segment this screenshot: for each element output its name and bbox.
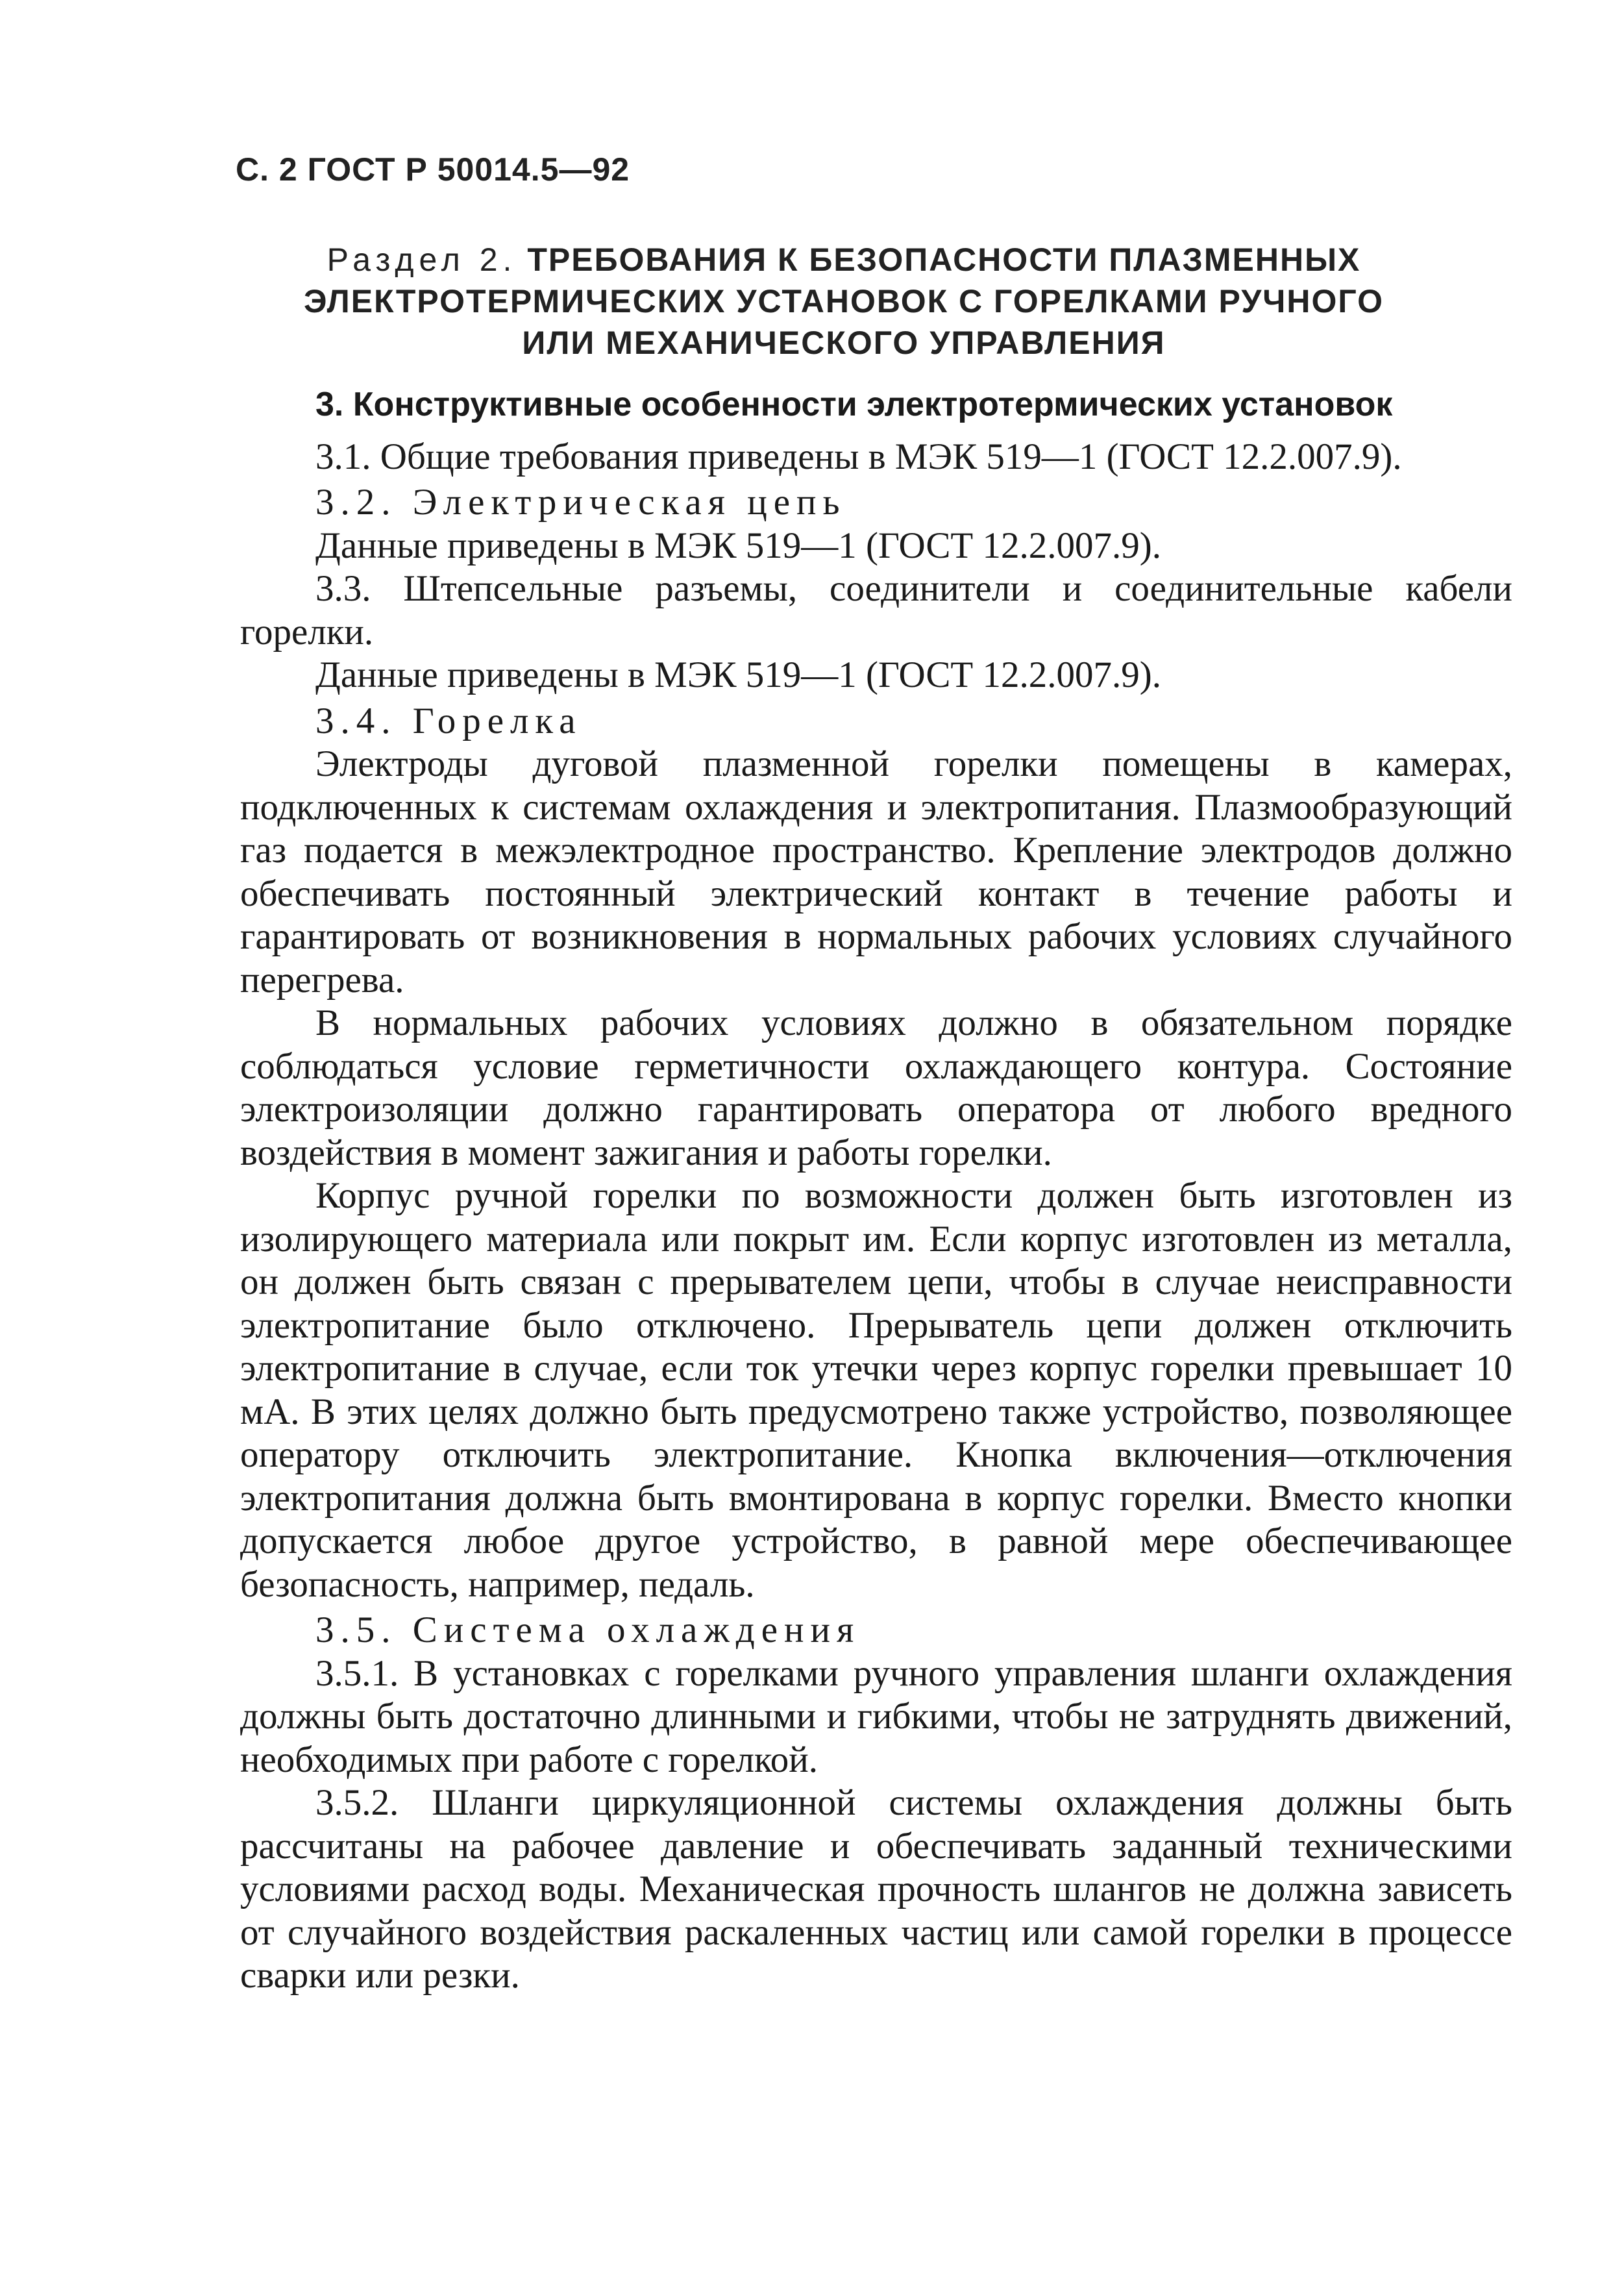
subheading-3-4: 3.4. Горелка bbox=[315, 700, 582, 741]
subheading-3-5: 3.5. Система охлаждения bbox=[315, 1609, 861, 1650]
section-title-text-1: ТРЕБОВАНИЯ К БЕЗОПАСНОСТИ ПЛАЗМЕННЫХ bbox=[527, 242, 1361, 278]
paragraph-3-4-b: В нормальных рабочих условиях должно в обязательном порядке соблюдаться условие герметичности охлаждающего контура. Состояние электроизоляции должно гарантировать оператора от любого вредного воздействия в момент зажигания и работы горелки. bbox=[240, 1002, 1512, 1173]
section-title-line-1 bbox=[234, 239, 1454, 280]
paragraph-3-5-2: 3.5.2. Шланги циркуляционной системы охлаждения должны быть рассчитаны на рабочее давление и обеспечивать заданный техническими условиями расход воды. Механическая прочность шлангов не должна зависеть от случайного воздействия раскаленных частиц или самой горелки в процессе сварки или резки. bbox=[240, 1782, 1512, 1996]
paragraph-3-3: 3.3. Штепсельные разъемы, соединители и соединительные кабели горелки. bbox=[240, 568, 1512, 652]
paragraph-3-2: Данные приведены в МЭК 519—1 (ГОСТ 12.2.007.9). bbox=[315, 525, 1161, 566]
paragraph-3-3-data: Данные приведены в МЭК 519—1 (ГОСТ 12.2.007.9). bbox=[315, 654, 1161, 695]
section-title bbox=[234, 239, 1454, 364]
section-title-line-3: ИЛИ МЕХАНИЧЕСКОГО УПРАВЛЕНИЯ bbox=[522, 325, 1166, 361]
paragraph-3-1: 3.1. Общие требования приведены в МЭК 519—1 (ГОСТ 12.2.007.9). bbox=[315, 436, 1402, 477]
chapter-heading: 3. Конструктивные особенности электротермических установок bbox=[315, 386, 1393, 423]
paragraph-3-4-a: Электроды дуговой плазменной горелки помещены в камерах, подключенных к системам охлаждения и электропитания. Плазмообразующий газ подается в межэлектродное пространство. Крепление электродов должно обеспечивать постоянный электрический контакт в течение работы и гарантировать от возникновения в нормальных рабочих условиях случайного перегрева. bbox=[240, 743, 1512, 1000]
subheading-3-2: 3.2. Электрическая цепь bbox=[315, 482, 846, 523]
page-header: С. 2 ГОСТ Р 50014.5—92 bbox=[236, 151, 630, 188]
document-body bbox=[240, 383, 1512, 1998]
section-title-line-2: ЭЛЕКТРОТЕРМИЧЕСКИХ УСТАНОВОК С ГОРЕЛКАМИ РУЧНОГО bbox=[303, 283, 1384, 319]
section-label: Раздел 2. bbox=[326, 242, 517, 278]
paragraph-3-4-c: Корпус ручной горелки по возможности должен быть изготовлен из изолирующего материала или покрыт им. Если корпус изготовлен из металла, он должен быть связан с прерывателем цепи, чтобы в случае неисправности электропитание было отключено. Прерыватель цепи должен отключить электропитание в случае, если ток утечки через корпус горелки превышает 10 мА. В этих целях должно быть предусмотрено также устройство, позволяющее оператору отключить электропитание. Кнопка включения—отключения электропитания должна быть вмонтирована в корпус горелки. Вместо кнопки допускается любое другое устройство, в равной мере обеспечивающее безопасность, например, педаль. bbox=[240, 1175, 1512, 1605]
paragraph-3-5-1: 3.5.1. В установках с горелками ручного управления шланги охлаждения должны быть достаточно длинными и гибкими, чтобы не затруднять движений, необходимых при работе с горелкой. bbox=[240, 1652, 1512, 1780]
